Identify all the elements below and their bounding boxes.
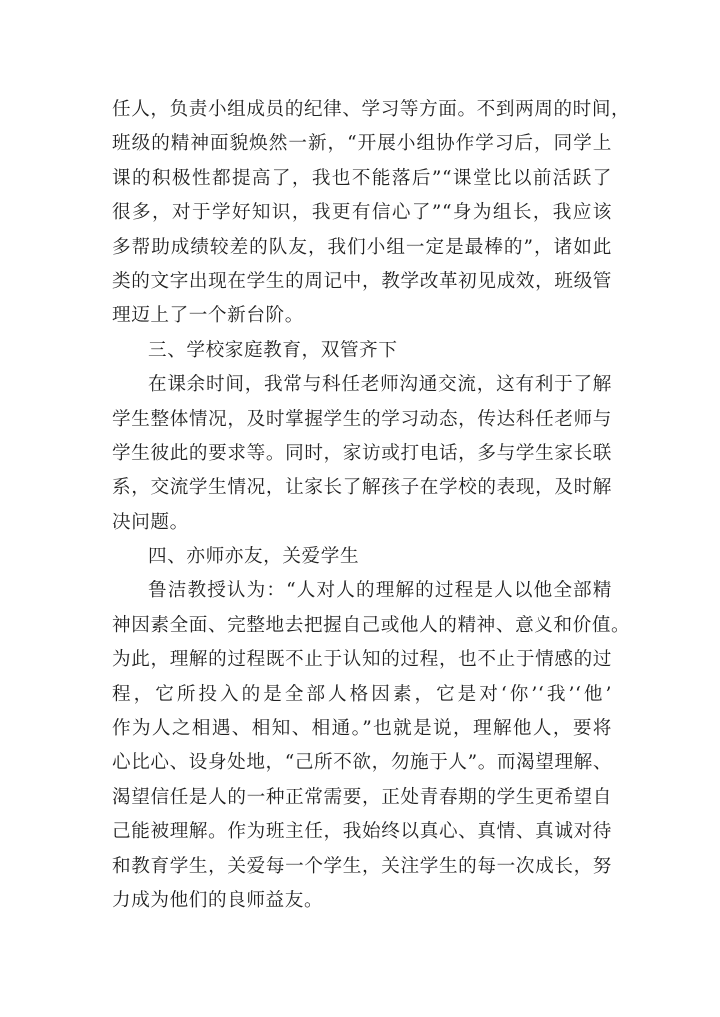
body-text-line: 渴望信任是人的一种正常需要，正处青春期的学生更希望自 bbox=[112, 786, 612, 808]
body-text-line: 心比心、设身处地，“己所不欲，勿施于人”。而渴望理解、 bbox=[112, 752, 613, 774]
document-body bbox=[112, 93, 631, 918]
body-text-line: 鲁洁教授认为：“人对人的理解的过程是人以他全部精 bbox=[148, 580, 612, 602]
section-heading: 三、学校家庭教育，双管齐下 bbox=[148, 339, 398, 361]
body-text-line: 班级的精神面貌焕然一新，“开展小组协作学习后，同学上 bbox=[112, 133, 612, 155]
body-text-line: 为此，理解的过程既不止于认知的过程，也不止于情感的过 bbox=[112, 649, 612, 671]
body-text-line: 作为人之相遇、相知、相通。”也就是说，理解他人，要将 bbox=[112, 718, 612, 740]
body-text-line: 在课余时间，我常与科任老师沟通交流，这有利于了解 bbox=[148, 374, 612, 396]
body-text-line: 很多，对于学好知识，我更有信心了”“身为组长，我应该 bbox=[112, 202, 612, 224]
body-text-line: 决问题。 bbox=[112, 511, 189, 533]
body-text-line: 己能被理解。作为班主任，我始终以真心、真情、真诚对待 bbox=[112, 821, 612, 843]
body-text-line: 类的文字出现在学生的周记中，教学改革初见成效，班级管 bbox=[112, 270, 612, 292]
body-text-line: 任人，负责小组成员的纪律、学习等方面。不到两周的时间， bbox=[112, 99, 631, 120]
section-heading: 四、亦师亦友，关爱学生 bbox=[148, 546, 360, 568]
body-text-line: 课的积极性都提高了，我也不能落后”“课堂比以前活跃了 bbox=[112, 167, 612, 189]
body-text-line: 学生彼此的要求等。同时，家访或打电话，多与学生家长联 bbox=[112, 442, 612, 464]
body-text-line: 神因素全面、完整地去把握自己或他人的精神、意义和价值。 bbox=[112, 614, 631, 636]
body-text-line: 理迈上了一个新台阶。 bbox=[112, 305, 304, 327]
body-text-line: 和教育学生，关爱每一个学生，关注学生的每一次成长，努 bbox=[112, 855, 612, 877]
body-text-line: 力成为他们的良师益友。 bbox=[112, 889, 324, 911]
body-text-line: 学生整体情况，及时掌握学生的学习动态，传达科任老师与 bbox=[112, 408, 612, 430]
body-text-line: 程，它所投入的是全部人格因素，它是对‘你’‘我’‘他’ bbox=[112, 683, 612, 705]
body-text-line: 多帮助成绩较差的队友，我们小组一定是最棒的”，诸如此 bbox=[112, 236, 612, 258]
body-text-line: 系，交流学生情况，让家长了解孩子在学校的表现，及时解 bbox=[112, 477, 612, 499]
